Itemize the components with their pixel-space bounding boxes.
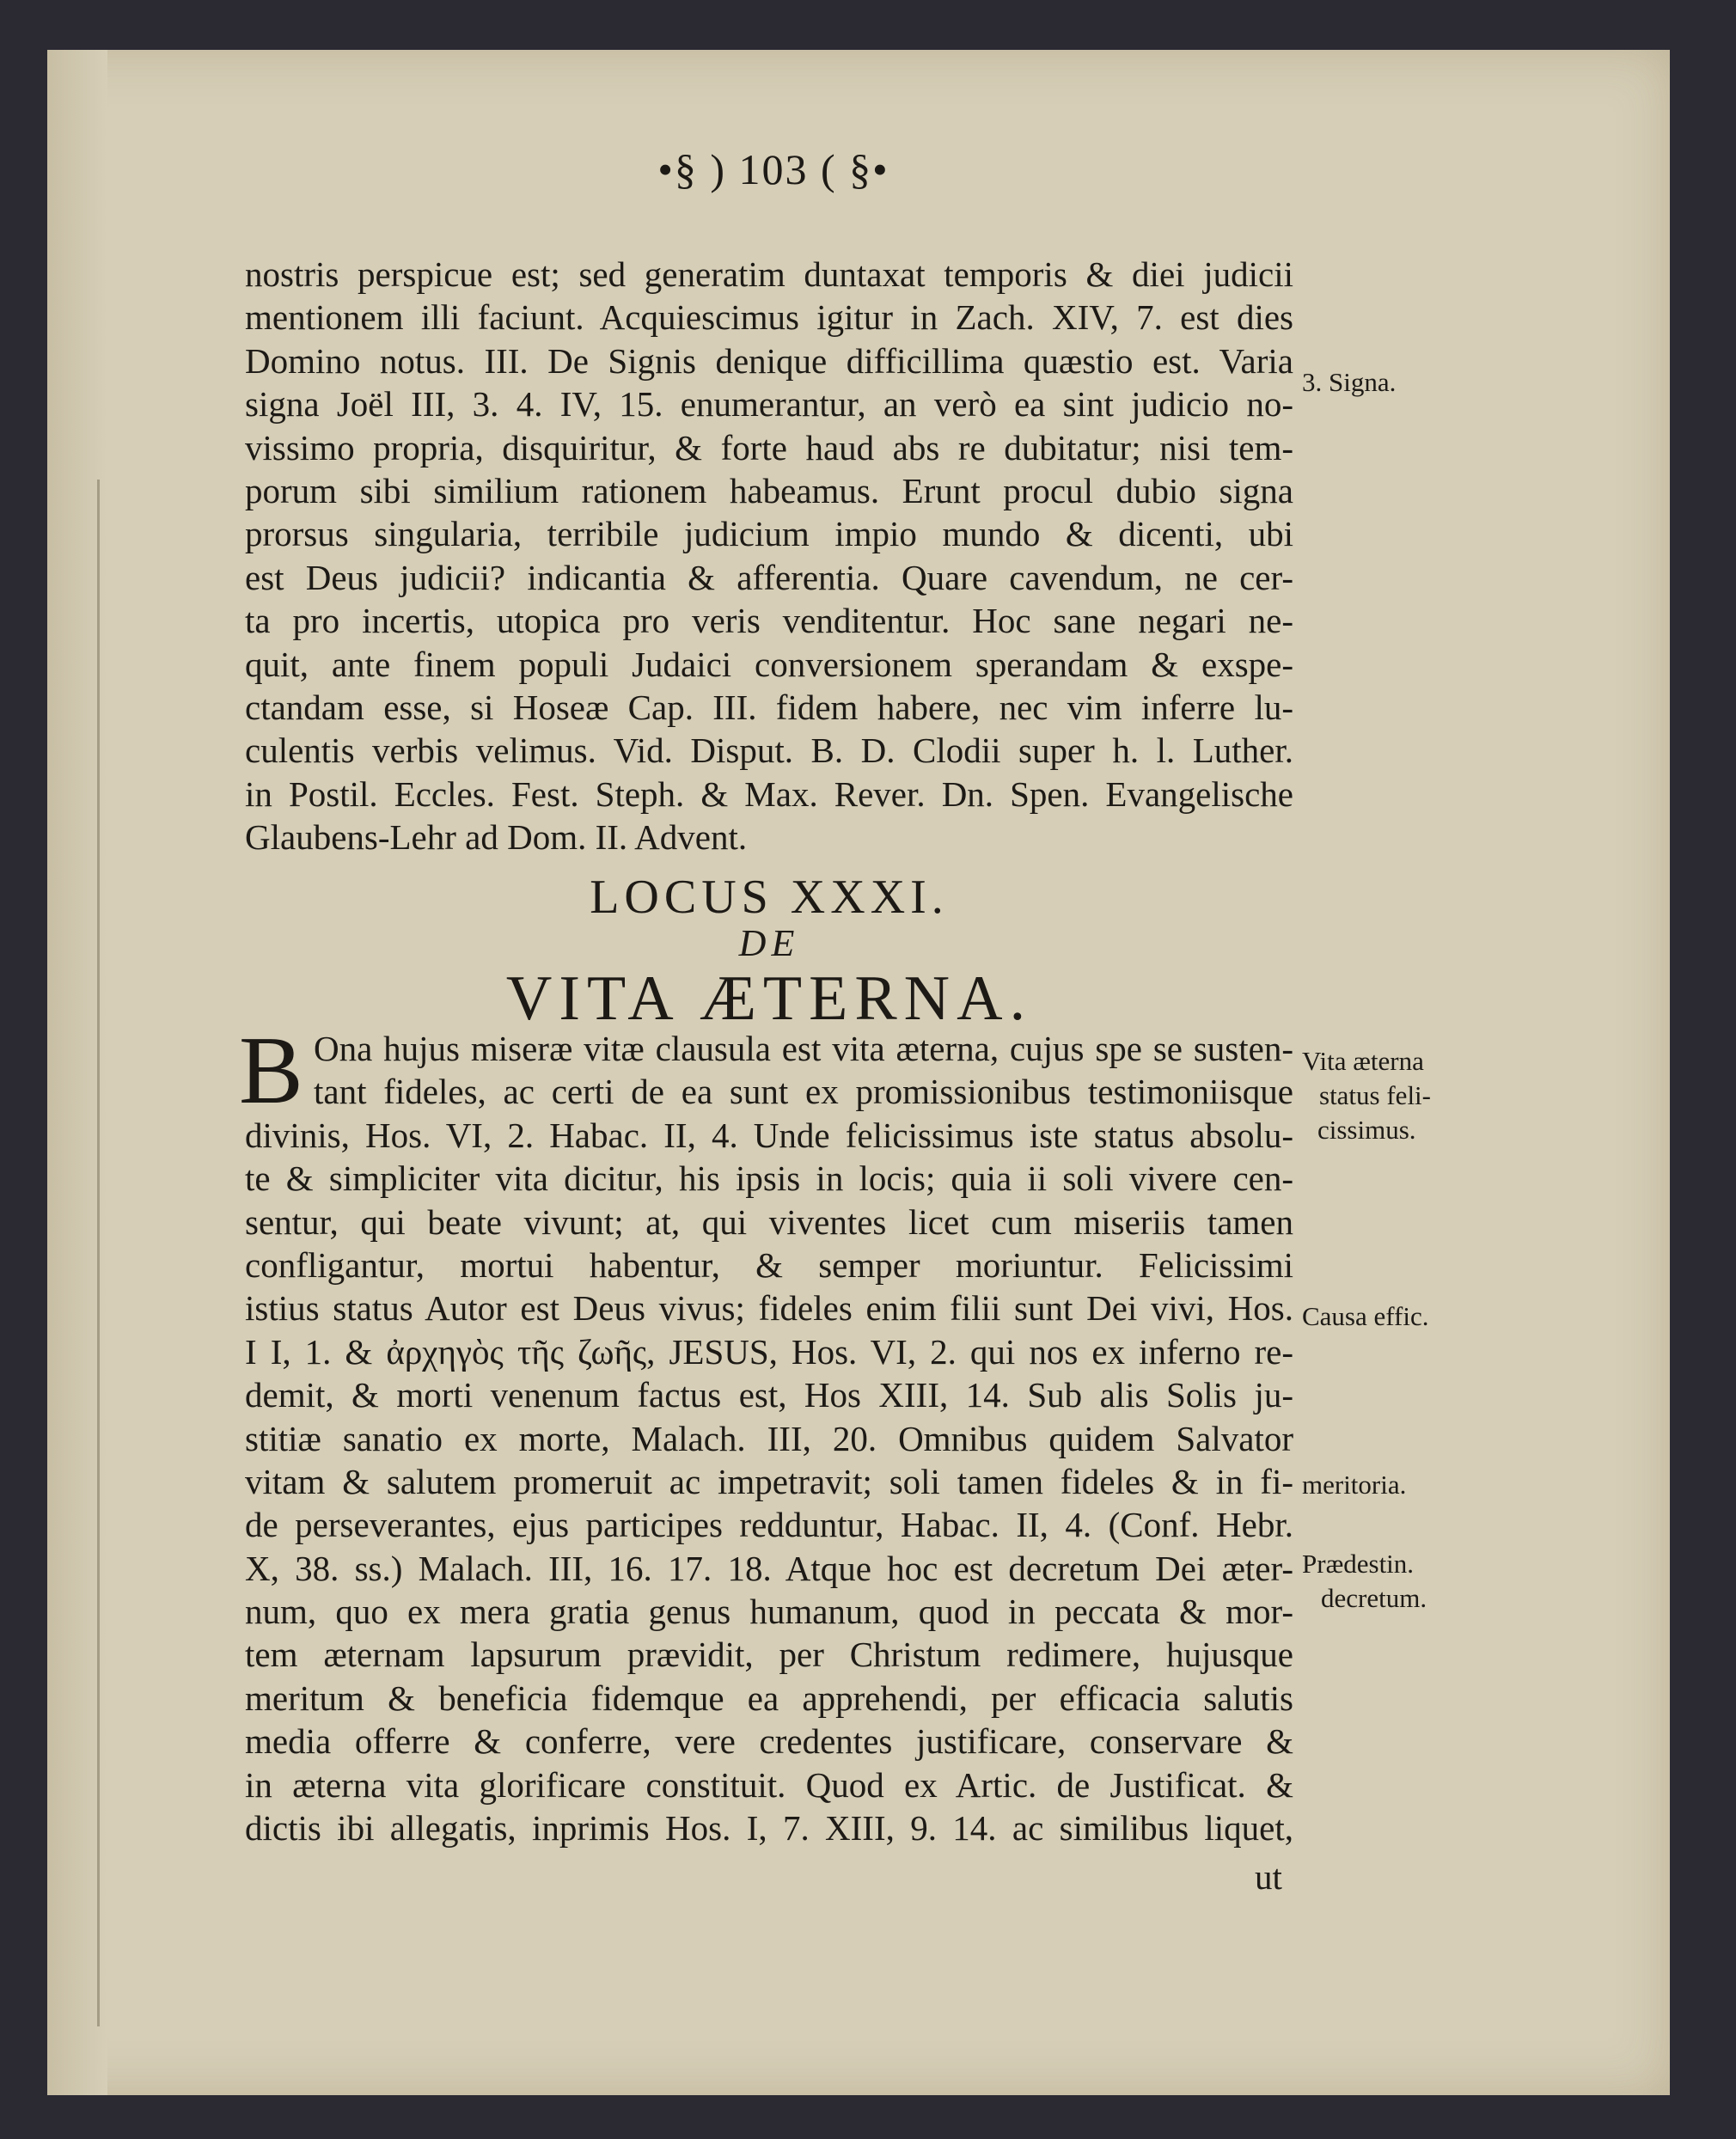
text-line: in Postil. Eccles. Fest. Steph. & Max. Rever. Dn. Spen. Evangelische	[245, 773, 1293, 814]
text-line: quit, ante finem populi Judaici conversionem sperandam & exspe-	[245, 644, 1293, 684]
section-title: VITA ÆTERNA.	[505, 963, 1033, 1034]
text-line: vissimo propria, disquiritur, & forte haud abs re dubitatur; nisi tem-	[245, 427, 1293, 468]
text-block-top	[245, 253, 1293, 859]
text-line: istius status Autor est Deus vivus; fideles enim filii sunt Dei vivi, Hos.	[245, 1288, 1293, 1329]
text-line: num, quo ex mera gratia genus humanum, quod in peccata & mor-	[245, 1592, 1293, 1632]
margin-note: Vita æterna	[1302, 1046, 1424, 1076]
text-line: ctandam esse, si Hoseæ Cap. III. fidem habere, nec vim inferre lu-	[245, 687, 1293, 727]
margin-note: cissimus.	[1317, 1115, 1416, 1145]
text-line: est Deus judicii? indicantia & afferentia. Quare cavendum, ne cer-	[245, 557, 1293, 597]
margin-note: meritoria.	[1302, 1470, 1407, 1500]
text-line: dictis ibi allegatis, inprimis Hos. I, 7. XIII, 9. 14. ac similibus liquet,	[245, 1808, 1293, 1849]
text-line: signa Joël III, 3. 4. IV, 15. enumerantur, an verò ea sint judicio no-	[245, 384, 1293, 425]
section-heading-de: DE	[738, 922, 800, 964]
text-line: Ona hujus miseræ vitæ clausula est vita æterna, cujus spe se susten-	[314, 1029, 1293, 1068]
text-block-bottom	[245, 1027, 1293, 1849]
text-line: mentionem illi faciunt. Acquiescimus igitur in Zach. XIV, 7. est dies	[245, 297, 1293, 338]
text-line: prorsus singularia, terribile judicium impio mundo & dicenti, ubi	[245, 514, 1293, 554]
text-line: in æterna vita glorificare constituit. Quod ex Artic. de Justificat. &	[245, 1764, 1293, 1805]
text-line: X, 38. ss.) Malach. III, 16. 17. 18. Atque hoc est decretum Dei æter-	[245, 1548, 1293, 1588]
text-line: culentis verbis velimus. Vid. Disput. B. D. Clodii super h. l. Luther.	[245, 730, 1293, 771]
text-line: Glaubens-Lehr ad Dom. II. Advent.	[245, 817, 748, 858]
section-heading-locus: LOCUS XXXI.	[590, 871, 949, 924]
text-line: sentur, qui beate vivunt; at, qui viventes licet cum miseriis tamen	[245, 1201, 1293, 1242]
text-line: porum sibi similium rationem habeamus. Erunt procul dubio signa	[245, 470, 1293, 510]
text-line: stitiæ sanatio ex morte, Malach. III, 20. Omnibus quidem Salvator	[245, 1418, 1293, 1458]
text-line: ta pro incertis, utopica pro veris venditentur. Hoc sane negari ne-	[245, 601, 1293, 641]
text-line: meritum & beneficia fidemque ea apprehendi, per efficacia salutis	[245, 1678, 1293, 1718]
margin-note: Prædestin.	[1302, 1549, 1415, 1579]
text-line: confligantur, mortui habentur, & semper moriuntur. Felicissimi	[245, 1244, 1293, 1285]
text-line: media offerre & conferre, vere credentes justificare, conservare &	[245, 1721, 1293, 1762]
text-line: vitam & salutem promeruit ac impetravit; soli tamen fideles & in fi-	[245, 1461, 1293, 1501]
text-line: de perseverantes, ejus participes redduntur, Habac. II, 4. (Conf. Hebr.	[245, 1505, 1293, 1545]
text-line: nostris perspicue est; sed generatim duntaxat temporis & diei judicii	[245, 254, 1293, 294]
text-line: Domino notus. III. De Signis denique difficillima quæstio est. Varia	[245, 340, 1293, 381]
text-line: te & simpliciter vita dicitur, his ipsis in locis; quia ii soli vivere cen-	[245, 1158, 1293, 1199]
text-line: divinis, Hos. VI, 2. Habac. II, 4. Unde felicissimus iste status absolu-	[245, 1115, 1293, 1155]
margin-note: decretum.	[1321, 1583, 1427, 1613]
margin-note: 3. Signa.	[1302, 367, 1397, 397]
text-line: I I, 1. & ἀρχηγὸς τῆς ζωῆς, JESUS, Hos. VI, 2. qui nos ex inferno re-	[245, 1331, 1293, 1372]
running-head: •§ ) 103 ( §•	[657, 145, 889, 193]
text-line: tant fideles, ac certi de ea sunt ex promissionibus testimoniisque	[314, 1072, 1293, 1112]
spine-shadow	[97, 480, 100, 2026]
drop-cap: B	[239, 1018, 303, 1124]
text-line: tem æternam lapsurum prævidit, per Christum redimere, hujusque	[245, 1635, 1293, 1675]
margin-note: Causa effic.	[1302, 1301, 1429, 1331]
margin-note: status feli-	[1319, 1080, 1431, 1110]
text-line: demit, & morti venenum factus est, Hos XIII, 14. Sub alis Solis ju-	[245, 1375, 1293, 1415]
catchword: ut	[1255, 1857, 1282, 1897]
